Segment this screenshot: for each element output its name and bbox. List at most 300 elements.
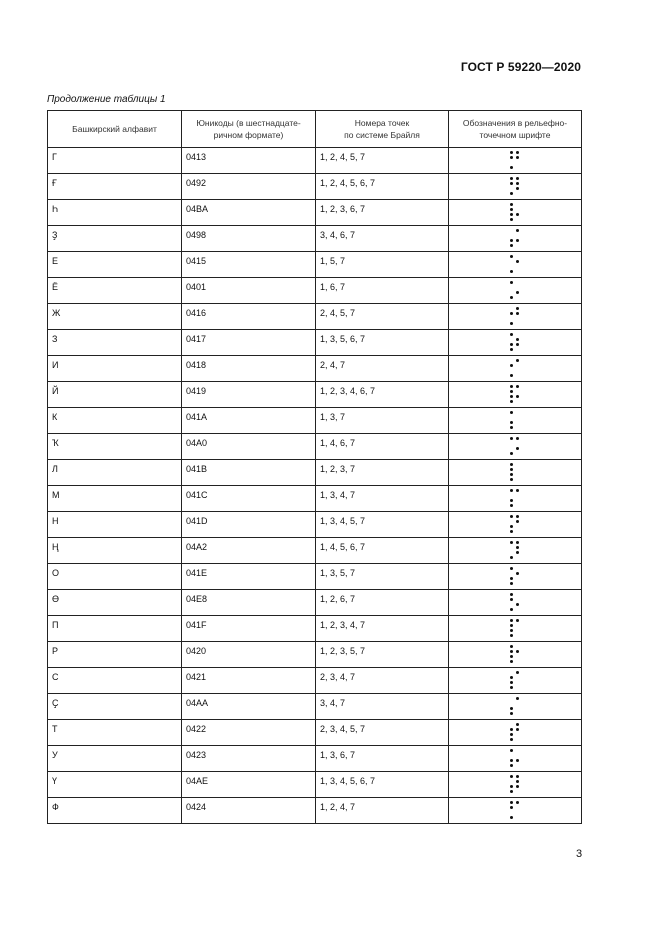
unicode-cell bbox=[182, 174, 316, 200]
letter-cell bbox=[48, 642, 182, 668]
table-row bbox=[48, 694, 582, 720]
table-row bbox=[48, 304, 582, 330]
braille-dot bbox=[510, 530, 513, 533]
table-caption: Продолжение таблицы 1 bbox=[47, 94, 166, 105]
dot-numbers-cell-text: 1, 2, 3, 5, 7 bbox=[320, 646, 366, 656]
braille-dot bbox=[510, 208, 513, 211]
braille-dot bbox=[510, 634, 513, 637]
braille-dot bbox=[510, 452, 513, 455]
braille-dot bbox=[516, 213, 519, 216]
braille-dot bbox=[510, 515, 513, 518]
braille-character bbox=[510, 333, 519, 351]
braille-dot bbox=[516, 151, 519, 154]
letter-cell bbox=[48, 382, 182, 408]
braille-dot bbox=[516, 447, 519, 450]
braille-dot bbox=[510, 676, 513, 679]
braille-dot bbox=[516, 785, 519, 788]
letter-cell bbox=[48, 798, 182, 824]
unicode-cell-text: 04A2 bbox=[186, 542, 208, 552]
dot-numbers-cell bbox=[316, 616, 449, 642]
dot-numbers-cell-text: 1, 3, 4, 5, 6, 7 bbox=[320, 776, 376, 786]
dot-numbers-cell-text: 2, 4, 5, 7 bbox=[320, 308, 356, 318]
letter-cell-text: О bbox=[52, 568, 60, 578]
braille-dot bbox=[510, 374, 513, 377]
letter-cell-text: Ҙ bbox=[52, 230, 58, 240]
braille-dot bbox=[510, 775, 513, 778]
braille-dot bbox=[510, 322, 513, 325]
braille-dot bbox=[516, 541, 519, 544]
letter-cell-text: Ө bbox=[52, 594, 60, 604]
letter-cell bbox=[48, 486, 182, 512]
dot-numbers-cell bbox=[316, 330, 449, 356]
letter-cell-text: Һ bbox=[52, 204, 58, 214]
braille-dot bbox=[510, 270, 513, 273]
letter-cell-text: И bbox=[52, 360, 59, 370]
page-number: 3 bbox=[576, 848, 583, 860]
braille-dot bbox=[516, 291, 519, 294]
braille-dot bbox=[510, 333, 513, 336]
unicode-cell-text: 04E8 bbox=[186, 594, 208, 604]
unicode-cell-text: 0492 bbox=[186, 178, 207, 188]
braille-dot bbox=[510, 478, 513, 481]
braille-dot bbox=[510, 463, 513, 466]
braille-dot bbox=[516, 260, 519, 263]
braille-dot bbox=[516, 515, 519, 518]
braille-symbol-cell bbox=[449, 252, 582, 278]
braille-dot bbox=[510, 764, 513, 767]
braille-dot bbox=[510, 738, 513, 741]
braille-dot bbox=[510, 806, 513, 809]
braille-dot bbox=[516, 395, 519, 398]
braille-dot bbox=[510, 790, 513, 793]
letter-cell bbox=[48, 720, 182, 746]
braille-character bbox=[510, 359, 519, 377]
unicode-cell-text: 04A0 bbox=[186, 438, 208, 448]
braille-dot bbox=[510, 213, 513, 216]
braille-dot bbox=[510, 567, 513, 570]
braille-dot bbox=[516, 182, 519, 185]
unicode-cell bbox=[182, 382, 316, 408]
braille-dot bbox=[510, 712, 513, 715]
dot-numbers-cell-text: 1, 3, 5, 7 bbox=[320, 568, 356, 578]
braille-dot bbox=[516, 780, 519, 783]
dot-numbers-cell-text: 3, 4, 6, 7 bbox=[320, 230, 356, 240]
braille-dot bbox=[516, 239, 519, 242]
braille-dot bbox=[516, 385, 519, 388]
unicode-cell-text: 0422 bbox=[186, 724, 207, 734]
braille-dot bbox=[516, 338, 519, 341]
braille-character bbox=[510, 489, 519, 507]
braille-character bbox=[510, 515, 519, 533]
braille-dot bbox=[510, 577, 513, 580]
braille-character bbox=[510, 801, 519, 819]
braille-character bbox=[510, 749, 519, 767]
braille-dot bbox=[510, 759, 513, 762]
unicode-cell-text: 041C bbox=[186, 490, 208, 500]
dot-numbers-cell bbox=[316, 798, 449, 824]
braille-symbol-cell bbox=[449, 434, 582, 460]
braille-character bbox=[510, 255, 519, 273]
braille-dot bbox=[510, 598, 513, 601]
braille-dot bbox=[516, 312, 519, 315]
dot-numbers-cell-text: 1, 3, 7 bbox=[320, 412, 346, 422]
dot-numbers-cell bbox=[316, 434, 449, 460]
letter-cell-text: У bbox=[52, 750, 58, 760]
braille-character bbox=[510, 307, 519, 325]
braille-dot bbox=[510, 525, 513, 528]
braille-dot bbox=[516, 619, 519, 622]
braille-dot bbox=[516, 520, 519, 523]
unicode-cell bbox=[182, 668, 316, 694]
letter-cell-text: Н bbox=[52, 516, 59, 526]
table-row bbox=[48, 382, 582, 408]
braille-dot bbox=[510, 785, 513, 788]
letter-cell-text: П bbox=[52, 620, 59, 630]
dot-numbers-cell bbox=[316, 148, 449, 174]
unicode-cell bbox=[182, 538, 316, 564]
letter-cell-text: З bbox=[52, 334, 58, 344]
braille-dot bbox=[510, 244, 513, 247]
table-row bbox=[48, 486, 582, 512]
braille-dot bbox=[510, 400, 513, 403]
unicode-cell bbox=[182, 408, 316, 434]
document-code: ГОСТ Р 59220—2020 bbox=[460, 60, 581, 74]
braille-symbol-cell bbox=[449, 278, 582, 304]
dot-numbers-cell-text: 1, 4, 6, 7 bbox=[320, 438, 356, 448]
braille-dot bbox=[516, 572, 519, 575]
braille-symbol-cell bbox=[449, 772, 582, 798]
letter-cell-text: Ғ bbox=[52, 178, 57, 188]
braille-dot bbox=[516, 359, 519, 362]
braille-symbol-cell bbox=[449, 798, 582, 824]
unicode-cell bbox=[182, 694, 316, 720]
braille-symbol-cell bbox=[449, 512, 582, 538]
letter-cell bbox=[48, 694, 182, 720]
unicode-cell bbox=[182, 564, 316, 590]
table-row bbox=[48, 564, 582, 590]
letter-cell-text: Л bbox=[52, 464, 58, 474]
braille-dot bbox=[516, 551, 519, 554]
braille-dot bbox=[510, 151, 513, 154]
dot-numbers-cell-text: 1, 3, 4, 5, 7 bbox=[320, 516, 366, 526]
table-row bbox=[48, 356, 582, 382]
braille-symbol-cell bbox=[449, 486, 582, 512]
table-row bbox=[48, 148, 582, 174]
unicode-cell-text: 04AA bbox=[186, 698, 209, 708]
braille-character bbox=[510, 567, 519, 585]
unicode-cell-text: 041F bbox=[186, 620, 207, 630]
letter-cell-text: Ф bbox=[52, 802, 59, 812]
braille-symbol-cell bbox=[449, 330, 582, 356]
braille-dot bbox=[510, 343, 513, 346]
braille-dot bbox=[516, 603, 519, 606]
braille-dot bbox=[510, 660, 513, 663]
dot-numbers-cell bbox=[316, 772, 449, 798]
dot-numbers-cell bbox=[316, 408, 449, 434]
dot-numbers-cell-text: 1, 2, 6, 7 bbox=[320, 594, 356, 604]
table-row bbox=[48, 590, 582, 616]
letter-cell bbox=[48, 148, 182, 174]
braille-character bbox=[510, 151, 519, 169]
letter-cell bbox=[48, 278, 182, 304]
braille-symbol-cell bbox=[449, 668, 582, 694]
unicode-cell bbox=[182, 746, 316, 772]
braille-character bbox=[510, 411, 519, 429]
dot-numbers-cell bbox=[316, 382, 449, 408]
braille-character bbox=[510, 463, 519, 481]
dot-numbers-cell bbox=[316, 278, 449, 304]
dot-numbers-cell bbox=[316, 642, 449, 668]
table-body bbox=[48, 148, 582, 824]
letter-cell-text: Р bbox=[52, 646, 59, 656]
braille-character bbox=[510, 645, 519, 663]
unicode-cell-text: 0417 bbox=[186, 334, 207, 344]
braille-dot bbox=[516, 546, 519, 549]
braille-character bbox=[510, 619, 519, 637]
braille-character bbox=[510, 723, 519, 741]
letter-cell bbox=[48, 538, 182, 564]
braille-dot bbox=[510, 348, 513, 351]
braille-dot bbox=[510, 364, 513, 367]
unicode-cell-text: 0401 bbox=[186, 282, 207, 292]
unicode-cell bbox=[182, 356, 316, 382]
unicode-cell-text: 041D bbox=[186, 516, 208, 526]
dot-numbers-cell bbox=[316, 460, 449, 486]
letter-cell bbox=[48, 408, 182, 434]
unicode-cell-text: 0424 bbox=[186, 802, 207, 812]
letter-cell-text: Г bbox=[52, 152, 57, 162]
braille-symbol-cell bbox=[449, 460, 582, 486]
braille-dot bbox=[510, 650, 513, 653]
braille-symbol-cell bbox=[449, 226, 582, 252]
braille-character bbox=[510, 203, 519, 221]
braille-dot bbox=[516, 343, 519, 346]
dot-numbers-cell bbox=[316, 304, 449, 330]
dot-numbers-cell bbox=[316, 512, 449, 538]
braille-dot bbox=[510, 255, 513, 258]
braille-dot bbox=[510, 489, 513, 492]
unicode-cell bbox=[182, 278, 316, 304]
letter-cell-text: Й bbox=[52, 386, 59, 396]
braille-dot bbox=[510, 681, 513, 684]
braille-character bbox=[510, 775, 519, 793]
braille-dot bbox=[510, 156, 513, 159]
letter-cell-text: М bbox=[52, 490, 60, 500]
braille-dot bbox=[510, 182, 513, 185]
braille-dot bbox=[516, 723, 519, 726]
letter-cell bbox=[48, 772, 182, 798]
letter-cell-text: К bbox=[52, 412, 58, 422]
braille-dot bbox=[510, 473, 513, 476]
dot-numbers-cell bbox=[316, 252, 449, 278]
unicode-cell bbox=[182, 434, 316, 460]
dot-numbers-cell-text: 1, 2, 4, 7 bbox=[320, 802, 356, 812]
column-header-unicode: Юникоды (в шестнадцате- ричном формате) bbox=[182, 111, 316, 148]
braille-dot bbox=[516, 801, 519, 804]
braille-dot bbox=[510, 390, 513, 393]
braille-character bbox=[510, 229, 519, 247]
braille-dot bbox=[510, 707, 513, 710]
braille-dot bbox=[510, 281, 513, 284]
dot-numbers-cell bbox=[316, 486, 449, 512]
unicode-cell-text: 0420 bbox=[186, 646, 207, 656]
dot-numbers-cell bbox=[316, 200, 449, 226]
braille-dot bbox=[516, 177, 519, 180]
dot-numbers-cell-text: 1, 2, 4, 5, 7 bbox=[320, 152, 366, 162]
letter-cell bbox=[48, 460, 182, 486]
unicode-cell-text: 04BA bbox=[186, 204, 209, 214]
table-row bbox=[48, 330, 582, 356]
unicode-cell-text: 041B bbox=[186, 464, 208, 474]
dot-numbers-cell-text: 1, 5, 7 bbox=[320, 256, 346, 266]
dot-numbers-cell-text: 2, 3, 4, 7 bbox=[320, 672, 356, 682]
braille-symbol-cell bbox=[449, 746, 582, 772]
braille-dot bbox=[516, 650, 519, 653]
table-row bbox=[48, 720, 582, 746]
dot-numbers-cell bbox=[316, 174, 449, 200]
unicode-cell bbox=[182, 252, 316, 278]
dot-numbers-cell bbox=[316, 226, 449, 252]
braille-dot bbox=[510, 655, 513, 658]
dot-numbers-cell-text: 1, 2, 3, 4, 7 bbox=[320, 620, 366, 630]
letter-cell-text: Ң bbox=[52, 542, 59, 552]
table-row bbox=[48, 174, 582, 200]
table-row bbox=[48, 746, 582, 772]
unicode-cell bbox=[182, 616, 316, 642]
column-header-dot-numbers: Номера точек по системе Брайля bbox=[316, 111, 449, 148]
letter-cell bbox=[48, 434, 182, 460]
letter-cell bbox=[48, 252, 182, 278]
dot-numbers-cell-text: 1, 2, 3, 7 bbox=[320, 464, 356, 474]
braille-character bbox=[510, 541, 519, 559]
dot-numbers-cell-text: 1, 6, 7 bbox=[320, 282, 346, 292]
braille-symbol-cell bbox=[449, 200, 582, 226]
table-row bbox=[48, 538, 582, 564]
braille-dot bbox=[516, 187, 519, 190]
table-row bbox=[48, 226, 582, 252]
table-row bbox=[48, 512, 582, 538]
letter-cell-text: Ж bbox=[52, 308, 61, 318]
letter-cell-text: Ҡ bbox=[52, 438, 59, 448]
dot-numbers-cell bbox=[316, 668, 449, 694]
unicode-cell-text: 041A bbox=[186, 412, 208, 422]
dot-numbers-cell-text: 1, 3, 4, 7 bbox=[320, 490, 356, 500]
unicode-cell-text: 0416 bbox=[186, 308, 207, 318]
braille-dot bbox=[516, 156, 519, 159]
unicode-cell-text: 0498 bbox=[186, 230, 207, 240]
table-row bbox=[48, 668, 582, 694]
letter-cell-text: Е bbox=[52, 256, 59, 266]
letter-cell-text: С bbox=[52, 672, 59, 682]
braille-dot bbox=[510, 421, 513, 424]
braille-dot bbox=[510, 426, 513, 429]
braille-dot bbox=[516, 229, 519, 232]
letter-cell bbox=[48, 356, 182, 382]
braille-dot bbox=[516, 697, 519, 700]
braille-dot bbox=[510, 239, 513, 242]
table-header-row bbox=[48, 111, 582, 148]
braille-dot bbox=[510, 395, 513, 398]
braille-symbol-cell bbox=[449, 356, 582, 382]
unicode-cell bbox=[182, 772, 316, 798]
braille-character bbox=[510, 281, 519, 299]
unicode-cell-text: 0413 bbox=[186, 152, 207, 162]
unicode-cell-text: 04AE bbox=[186, 776, 209, 786]
unicode-cell bbox=[182, 486, 316, 512]
dot-numbers-cell bbox=[316, 564, 449, 590]
braille-dot bbox=[510, 556, 513, 559]
braille-dot bbox=[510, 686, 513, 689]
table-row bbox=[48, 252, 582, 278]
braille-dot bbox=[510, 192, 513, 195]
braille-character bbox=[510, 671, 519, 689]
letter-cell bbox=[48, 304, 182, 330]
unicode-cell bbox=[182, 226, 316, 252]
letter-cell-text: Ү bbox=[52, 776, 58, 786]
letter-cell bbox=[48, 174, 182, 200]
braille-dot bbox=[516, 775, 519, 778]
braille-symbol-cell bbox=[449, 382, 582, 408]
braille-symbol-cell bbox=[449, 694, 582, 720]
braille-character bbox=[510, 385, 519, 403]
table-row bbox=[48, 408, 582, 434]
braille-dot bbox=[510, 177, 513, 180]
table-row bbox=[48, 772, 582, 798]
braille-dot bbox=[510, 437, 513, 440]
column-header-alphabet: Башкирский алфавит bbox=[48, 111, 182, 148]
dot-numbers-cell-text: 1, 2, 4, 5, 6, 7 bbox=[320, 178, 376, 188]
letter-cell-text: Т bbox=[52, 724, 58, 734]
braille-dot bbox=[510, 312, 513, 315]
letter-cell bbox=[48, 668, 182, 694]
braille-dot bbox=[510, 166, 513, 169]
braille-symbol-cell bbox=[449, 304, 582, 330]
dot-numbers-cell bbox=[316, 538, 449, 564]
unicode-cell-text: 0419 bbox=[186, 386, 207, 396]
braille-symbol-cell bbox=[449, 720, 582, 746]
braille-dot bbox=[510, 608, 513, 611]
unicode-cell bbox=[182, 512, 316, 538]
unicode-cell bbox=[182, 200, 316, 226]
braille-dot bbox=[510, 582, 513, 585]
braille-symbol-cell bbox=[449, 174, 582, 200]
dot-numbers-cell bbox=[316, 590, 449, 616]
braille-dot bbox=[516, 759, 519, 762]
braille-dot bbox=[510, 504, 513, 507]
braille-dot bbox=[510, 816, 513, 819]
letter-cell-text: Ҫ bbox=[52, 698, 59, 708]
braille-dot bbox=[516, 437, 519, 440]
braille-symbol-cell bbox=[449, 148, 582, 174]
braille-character bbox=[510, 177, 519, 195]
braille-dot bbox=[510, 218, 513, 221]
unicode-cell-text: 0418 bbox=[186, 360, 207, 370]
braille-dot bbox=[510, 749, 513, 752]
braille-symbol-cell bbox=[449, 538, 582, 564]
braille-character bbox=[510, 593, 519, 611]
dot-numbers-cell-text: 1, 2, 3, 6, 7 bbox=[320, 204, 366, 214]
letter-cell bbox=[48, 226, 182, 252]
dot-numbers-cell-text: 1, 3, 5, 6, 7 bbox=[320, 334, 366, 344]
table-row bbox=[48, 200, 582, 226]
braille-symbol-cell bbox=[449, 408, 582, 434]
letter-cell-text: Ё bbox=[52, 282, 59, 292]
dot-numbers-cell-text: 2, 4, 7 bbox=[320, 360, 346, 370]
braille-symbol-cell bbox=[449, 642, 582, 668]
unicode-cell-text: 0423 bbox=[186, 750, 207, 760]
unicode-cell bbox=[182, 798, 316, 824]
braille-table bbox=[47, 110, 582, 824]
